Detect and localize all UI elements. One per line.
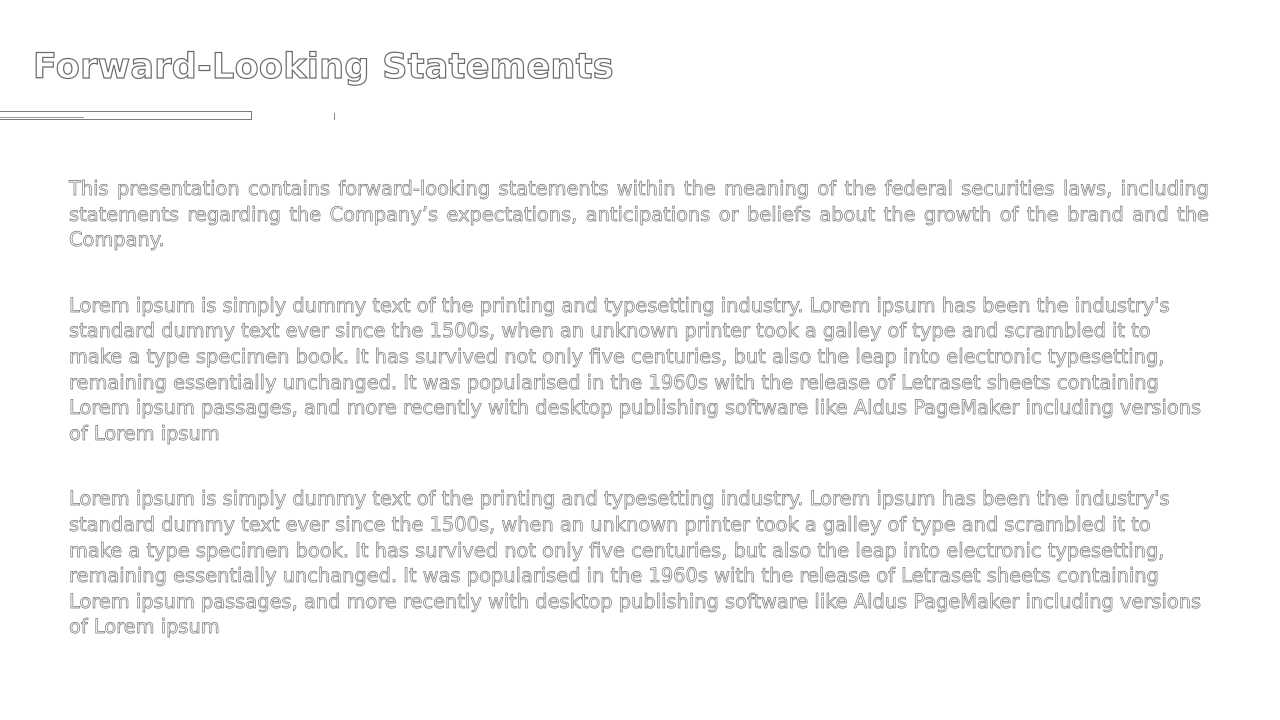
divider-tick	[334, 113, 335, 120]
body-content	[69, 176, 1209, 640]
page-title: Forward-Looking Statements	[33, 47, 614, 87]
body-paragraph-2: Lorem ipsum is simply dummy text of the printing and typesetting industry. Lorem ipsum has been the industry's standard dummy text ever since the 1500s, when an unknown printer took a galley of type and scrambled it to make a type specimen book. It has survived not only five centuries, but also the leap into electronic typesetting, remaining essentially unchanged. It was popularised in the 1960s with the release of Letraset sheets containing Lorem ipsum passages, and more recently with desktop publishing software like Aldus PageMaker including versions of Lorem ipsum	[69, 487, 1202, 639]
disclaimer-paragraph: This presentation contains forward-looking statements within the meaning of the federal securities laws, including statements regarding the Company’s expectations, anticipations or beliefs about the growth of the brand and the Company.	[69, 177, 1209, 252]
title-underline-accent	[0, 114, 84, 118]
body-paragraph-1: Lorem ipsum is simply dummy text of the printing and typesetting industry. Lorem ipsum has been the industry's standard dummy text ever since the 1500s, when an unknown printer took a galley of type and scrambled it to make a type specimen book. It has survived not only five centuries, but also the leap into electronic typesetting, remaining essentially unchanged. It was popularised in the 1960s with the release of Letraset sheets containing Lorem ipsum passages, and more recently with desktop publishing software like Aldus PageMaker including versions of Lorem ipsum	[69, 293, 1202, 445]
